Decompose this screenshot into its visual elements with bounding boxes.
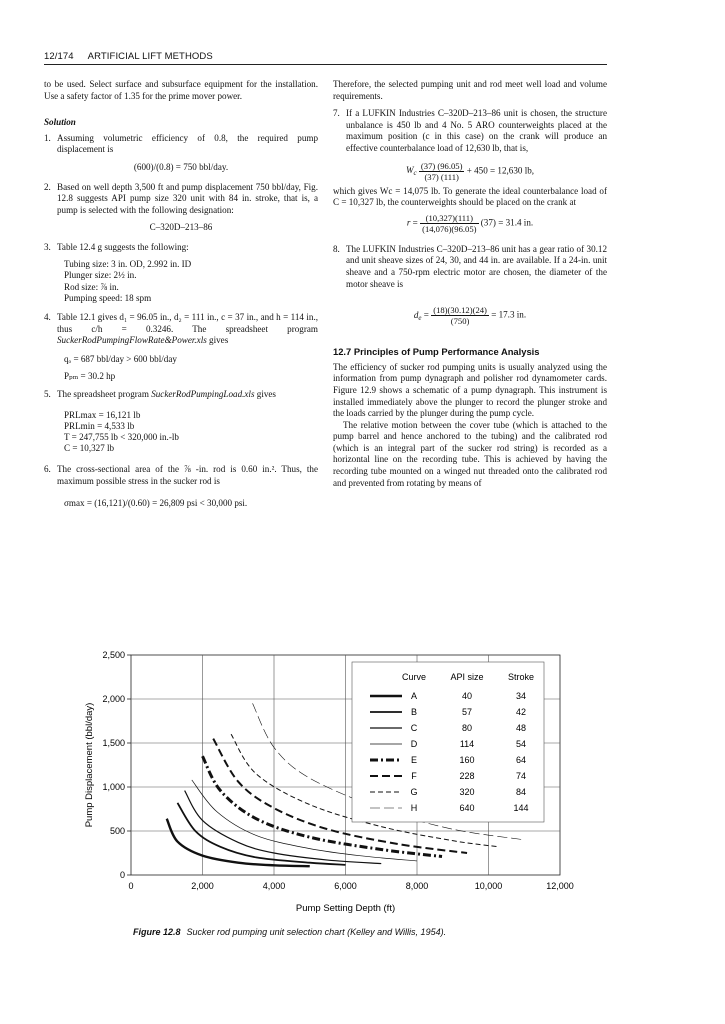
x-tick-label: 2,000 bbox=[191, 881, 214, 891]
legend-header: Stroke bbox=[507, 672, 535, 682]
rod-spec-list bbox=[64, 259, 318, 305]
section-heading: 12.7 Principles of Pump Performance Analysis bbox=[333, 346, 540, 358]
item-3: 3. Table 12.4 g suggests the following: bbox=[44, 241, 189, 252]
counterbalance: C = 10,327 lb bbox=[64, 443, 115, 454]
caption-text: Sucker rod pumping unit selection chart (Kelley and Willis, 1954). bbox=[186, 927, 447, 937]
y-tick-label: 2,000 bbox=[102, 694, 125, 704]
y-axis-label: Pump Displacement (bbl/day) bbox=[84, 702, 95, 828]
item-7: 7. If a LUFKIN Industries C–320D–213–86 unit is chosen, the structure unbalance is 450 lb and 4 No. 5 ARO counterweights placed at the maximum position (c in this case) on the crank will produce an effective counterbalance load of 12,630 lb, that is, bbox=[333, 108, 607, 153]
legend-cell: 320 bbox=[459, 787, 475, 797]
legend-cell: 64 bbox=[515, 755, 527, 765]
rod-size: Rod size: ⅞ in. bbox=[64, 281, 119, 292]
legend-cell: 48 bbox=[515, 723, 527, 733]
item-1: 1. Assuming volumetric efficiency of 0.8, the required pump displacement is bbox=[44, 132, 318, 155]
right-paragraph-1: Therefore, the selected pumping unit and rod meet well load and volume requirements. bbox=[333, 79, 607, 101]
legend-cell: 640 bbox=[459, 803, 475, 813]
equation-2: C–320D–213–86 bbox=[149, 222, 213, 233]
legend-cell: 57 bbox=[461, 707, 473, 717]
plunger-size: Plunger size: 2½ in. bbox=[64, 270, 137, 281]
load-results bbox=[64, 410, 318, 454]
legend-cell: B bbox=[410, 707, 418, 717]
legend-cell: E bbox=[410, 755, 418, 765]
chapter-title: ARTIFICIAL LIFT METHODS bbox=[87, 51, 213, 62]
item-6: 6. The cross-sectional area of the ⅞ -in. rod is 0.60 in.². Thus, the maximum possible stress in the sucker rod is bbox=[44, 464, 318, 487]
y-tick-label: 2,500 bbox=[102, 650, 125, 660]
equation-9: $d_e$ = $\frac{(18)(30.12)(24)}{(750)}$ = 17.3 in. bbox=[413, 305, 527, 327]
left-column bbox=[44, 79, 318, 515]
item-8: 8. The LUFKIN Industries C–320D–213–86 unit has a gear ratio of 30.12 and unit sheave sizes of 24, 30, and 44 in. are available. If a 24-in. unit sheave and a 750-rpm electric motor are chosen, the diameter of the motor sheave is bbox=[333, 243, 607, 289]
legend-cell: C bbox=[410, 723, 418, 733]
legend-cell: 74 bbox=[515, 771, 527, 781]
equation-7: $W_c$ $\frac{(37) (96.05)}{(37) (111)}$ + 450 = 12,630 lb, bbox=[405, 160, 535, 182]
legend-cell: 228 bbox=[459, 771, 475, 781]
equation-1: (600)/(0.8) = 750 bbl/day. bbox=[133, 161, 229, 172]
equation-6: σmax = (16,121)/(0.60) = 26,809 psi < 30,000 psi. bbox=[64, 497, 248, 508]
legend-header: Curve bbox=[401, 672, 427, 682]
legend-header: API size bbox=[450, 672, 484, 682]
chart-legend bbox=[352, 662, 544, 822]
x-tick-label: 6,000 bbox=[334, 881, 357, 891]
item-5: 5. The spreadsheet program SuckerRodPumpingLoad.xls gives bbox=[44, 388, 276, 399]
page-number: 12/174 bbox=[44, 51, 74, 62]
x-tick-label: 4,000 bbox=[262, 881, 286, 891]
legend-cell: 40 bbox=[461, 691, 473, 701]
legend-cell: H bbox=[410, 803, 418, 813]
item-4: 4. Table 12.1 gives d₁ = 96.05 in., d₂ = 111 in., c = 37 in., and h = 114 in., thus c/h = 0.3246. The spreadsheet program SuckerRodPumpingFlowRate&Power.xls gives bbox=[44, 311, 318, 346]
right-paragraph-4: The relative motion between the cover tube (which is attached to the pump barrel and hence anchored to the tubing) and the calibrated rod (which is an integral part of the sucker rod string) is recorded as a horizontal line on the recording tube. This is achieved by having the recording tube mounted on a winged nut threaded onto the calibrated rod and prevented from rotating by means of bbox=[333, 419, 607, 488]
x-tick-label: 10,000 bbox=[474, 881, 503, 891]
item-2: 2. Based on well depth 3,500 ft and pump displacement 750 bbl/day, Fig. 12.8 suggests API pump size 320 unit with 84 in. stroke, that is, a pump is selected with the following designation: bbox=[44, 181, 318, 215]
running-header bbox=[44, 51, 213, 62]
legend-cell: 144 bbox=[513, 803, 529, 813]
legend-cell: A bbox=[410, 691, 418, 701]
legend-cell: 42 bbox=[515, 707, 527, 717]
equation-4b: Pₚₘ = 30.2 hp bbox=[64, 371, 116, 382]
legend-cell: 114 bbox=[459, 739, 475, 749]
y-tick-label: 1,000 bbox=[102, 782, 125, 792]
pump-selection-chart bbox=[0, 635, 725, 925]
y-tick-label: 1,500 bbox=[102, 738, 125, 748]
pumping-speed: Pumping speed: 18 spm bbox=[64, 293, 152, 304]
x-tick-label: 0 bbox=[128, 881, 134, 891]
solution-heading: Solution bbox=[44, 117, 76, 128]
legend-cell: 34 bbox=[515, 691, 527, 701]
equation-8: r = $\frac{(10,327)(111)}{(14,076)(96.05)}$ (37) = 31.4 in. bbox=[406, 212, 534, 234]
caption-label: Figure 12.8 bbox=[133, 927, 181, 937]
prl-min: PRLmin = 4,533 lb bbox=[64, 421, 135, 432]
right-paragraph-2: which gives Wc = 14,075 lb. To generate the ideal counterbalance load of C = 10,327 lb, the counterweights should be placed on the crank at bbox=[333, 185, 607, 208]
equation-4a: qₒ = 687 bbl/day > 600 bbl/day bbox=[64, 353, 177, 364]
prl-max: PRLmax = 16,121 lb bbox=[64, 410, 141, 421]
legend-cell: 54 bbox=[515, 739, 527, 749]
legend-cell: F bbox=[411, 771, 417, 781]
header-rule bbox=[44, 64, 607, 65]
x-axis-label: Pump Setting Depth (ft) bbox=[295, 903, 396, 914]
torque: T = 247,755 lb < 320,000 in.-lb bbox=[64, 432, 179, 443]
x-tick-label: 8,000 bbox=[405, 881, 429, 891]
y-tick-label: 0 bbox=[119, 870, 125, 880]
legend-cell: D bbox=[410, 739, 418, 749]
legend-cell: 80 bbox=[461, 723, 473, 733]
intro-paragraph: to be used. Select surface and subsurface equipment for the installation. Use a safety factor of 1.35 for the prime mover power. bbox=[44, 79, 318, 101]
legend-cell: 160 bbox=[459, 755, 475, 765]
legend-cell: 84 bbox=[515, 787, 527, 797]
right-column bbox=[333, 79, 607, 489]
y-tick-label: 500 bbox=[109, 826, 125, 836]
legend-cell: G bbox=[410, 787, 418, 797]
right-paragraph-3: The efficiency of sucker rod pumping units is usually analyzed using the information from pump dynagraph and polisher rod dynamometer cards. Figure 12.9 shows a schematic of a pump dynagraph. This instrument is installed immediately above the plunger to record the plunger stroke and the loads carried by the plunger during the pump cycle. bbox=[333, 361, 607, 419]
tubing-size: Tubing size: 3 in. OD, 2.992 in. ID bbox=[64, 258, 192, 269]
x-tick-label: 12,000 bbox=[546, 881, 574, 891]
figure-caption bbox=[133, 927, 446, 937]
